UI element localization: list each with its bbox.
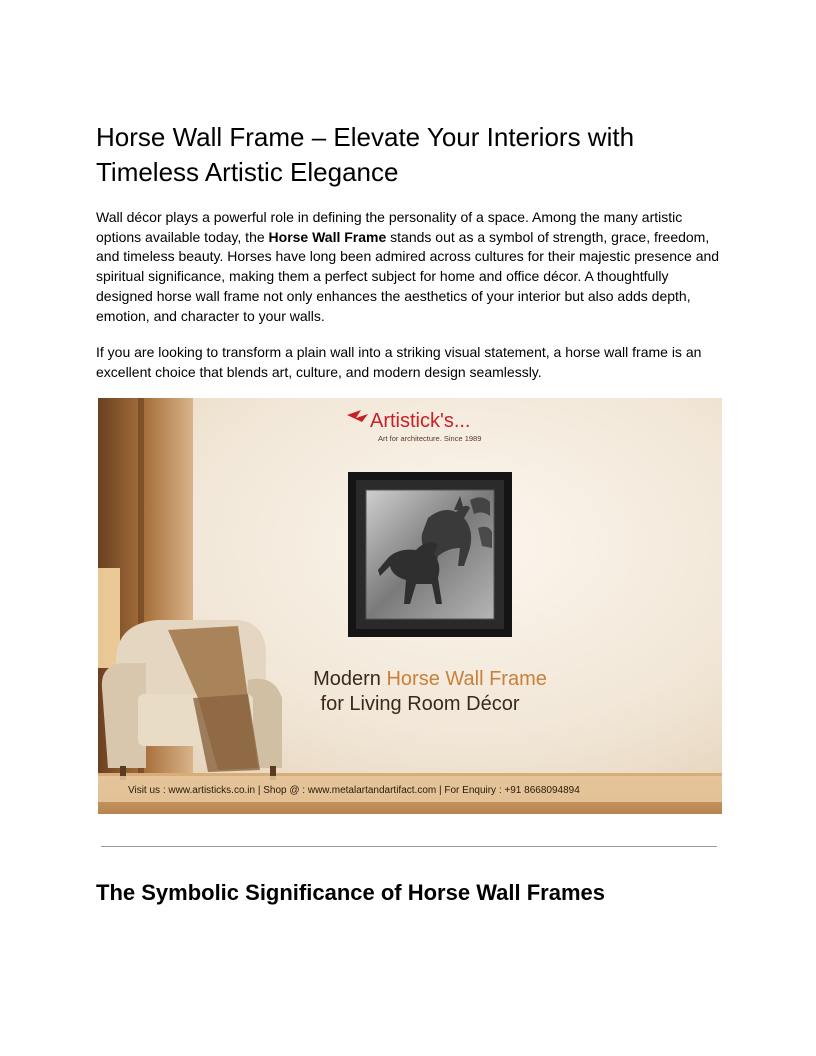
brand-tagline: Art for architecture. Since 1989 <box>378 434 482 443</box>
page-title: Horse Wall Frame – Elevate Your Interiors with Timeless Artistic Elegance <box>96 122 635 187</box>
banner-footer-contact: Visit us : www.artisticks.co.in | Shop @ : www.metalartandartifact.com | For Enquiry : +91 8668094894 <box>128 785 580 796</box>
svg-text:Modern Horse Wall Frame <box>313 668 547 690</box>
headline-line-two: for Living Room Décor <box>320 693 520 715</box>
intro-text-start: Wall décor plays a powerful role in defining the personality of a space. Among the many artistic options available today, the <box>96 209 683 245</box>
section-heading: The Symbolic Significance of Horse Wall Frames <box>96 880 605 905</box>
horse-wall-frame-product <box>348 472 512 637</box>
intro-text-end: stands out as a symbol of strength, grace, freedom, and timeless beauty. Horses have long been admired across cultures for their majestic presence and spiritual significance, making them a perfect subject for home and office décor. A thoughtfully designed horse wall frame not only enhances the aesthetics of your interior but also adds depth, emotion, and character to your walls. <box>96 228 720 324</box>
headline-highlight: Horse Wall Frame <box>386 668 547 690</box>
product-banner-image <box>98 398 722 814</box>
headline-prefix: Modern <box>313 668 387 690</box>
second-paragraph: If you are looking to transform a plain wall into a striking visual statement, a horse wall frame is an excellent choice that blends art, culture, and modern design seamlessly. <box>96 344 702 380</box>
brand-name: Artistick's... <box>370 410 471 432</box>
intro-bold-term: Horse Wall Frame <box>268 228 387 245</box>
intro-paragraph <box>96 208 722 326</box>
horizontal-divider <box>101 846 717 847</box>
